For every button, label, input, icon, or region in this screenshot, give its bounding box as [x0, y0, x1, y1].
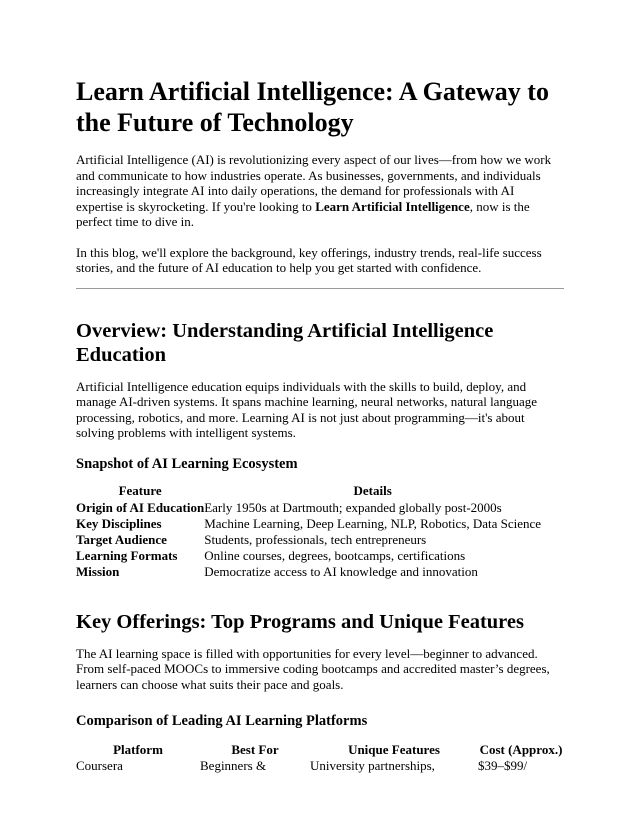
table-header-cell: Platform	[113, 742, 163, 757]
table-cell: Mission	[76, 563, 120, 579]
table-header-cell: Cost (Approx.)	[479, 742, 563, 757]
table-header-cell: Details	[353, 482, 392, 498]
table-cell: Origin of AI Education	[76, 499, 205, 515]
table-row	[76, 516, 541, 532]
table-cell: Coursera	[76, 758, 123, 773]
table-cell: University partnerships,	[310, 758, 435, 773]
table-header-cell: Unique Features	[348, 742, 440, 757]
table-header-cell: Feature	[118, 482, 162, 498]
overview-paragraph: Artificial Intelligence education equips individuals with the skills to build, deploy, and manage AI-driven systems. It spans machine learning, neural networks, natural language processing, robotics, and more. Learning AI is not just about programming—it's about solving problems with intelligent systems.	[76, 378, 537, 440]
table-cell: $39–$99/	[478, 758, 528, 773]
table-row	[76, 564, 541, 580]
table-cell: Learning Formats	[76, 547, 178, 563]
snapshot-heading: Snapshot of AI Learning Ecosystem	[76, 455, 298, 472]
offerings-paragraph: The AI learning space is filled with opportunities for every level—beginner to advanced. From self-paced MOOCs to immersive coding bootcamps and accredited master’s degrees, learners can choose what suits their pace and goals.	[76, 645, 550, 692]
table-header-cell: Best For	[231, 742, 279, 757]
table-cell: Target Audience	[76, 531, 167, 547]
section-divider	[76, 288, 564, 289]
table-row	[76, 532, 541, 548]
table-cell: Online courses, degrees, bootcamps, certifications	[204, 547, 466, 563]
table-row	[76, 548, 541, 564]
overview-heading: Overview: Understanding Artificial Intelligence Education	[76, 319, 494, 366]
intro-paragraph	[76, 152, 564, 230]
table-row	[76, 758, 564, 774]
snapshot-table	[76, 482, 541, 580]
page-title: Learn Artificial Intelligence: A Gateway to the Future of Technology	[76, 77, 549, 137]
intro-bold-phrase: Learn Artificial Intelligence	[315, 198, 470, 214]
table-header-row	[76, 742, 564, 758]
table-cell: Machine Learning, Deep Learning, NLP, Robotics, Data Science	[204, 515, 542, 531]
intro-paragraph-2: In this blog, we'll explore the background, key offerings, industry trends, real-life success stories, and the future of AI education to help you get started with confidence.	[76, 244, 542, 275]
table-cell: Beginners &	[200, 758, 267, 773]
table-cell: Early 1950s at Dartmouth; expanded globally post-2000s	[204, 499, 502, 515]
table-header-row	[76, 482, 541, 500]
comparison-heading: Comparison of Leading AI Learning Platforms	[76, 713, 368, 729]
table-cell: Students, professionals, tech entrepreneurs	[204, 531, 427, 547]
table-row	[76, 500, 541, 516]
document-content	[76, 76, 564, 774]
offerings-heading: Key Offerings: Top Programs and Unique Features	[76, 610, 524, 633]
comparison-table	[76, 742, 564, 774]
table-cell: Democratize access to AI knowledge and innovation	[204, 563, 478, 579]
table-cell: Key Disciplines	[76, 515, 162, 531]
intro-text: Artificial Intelligence (AI) is revolutionizing every aspect of our lives—from how we work and communicate to how industries operate. As businesses, governments, and individuals increasingly integrate AI into daily operations, the demand for professionals with AI expertise is skyrocketing. If you're looking to	[76, 152, 552, 214]
intro-text-end: , now is the perfect time to dive in.	[76, 198, 530, 229]
